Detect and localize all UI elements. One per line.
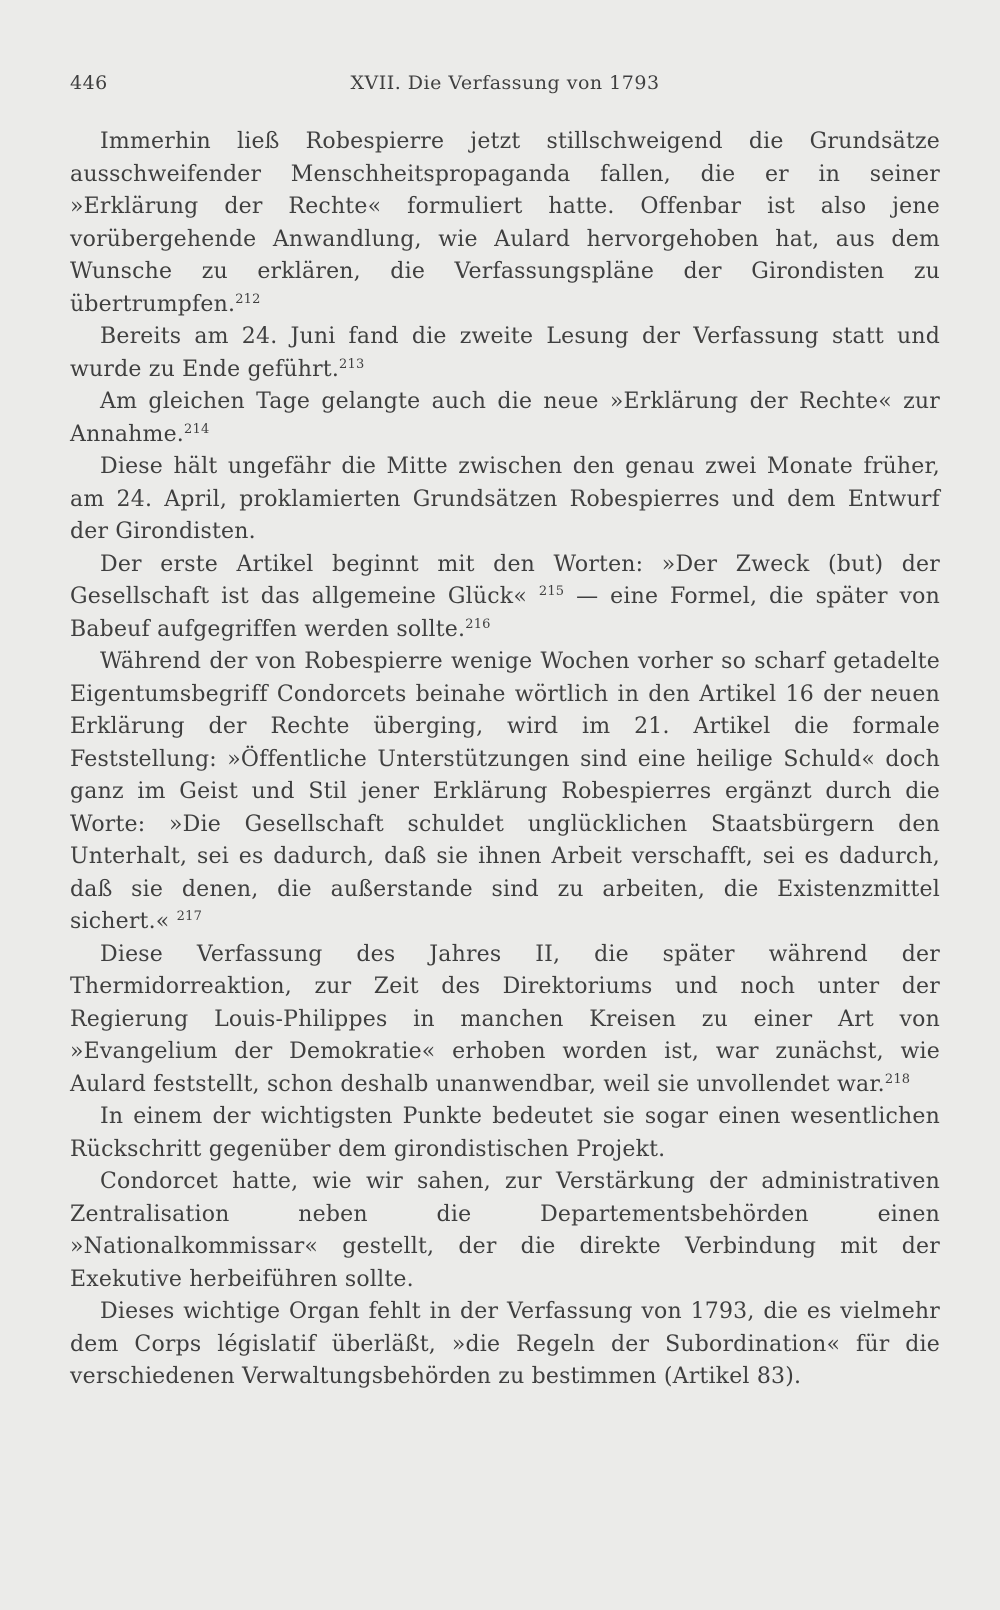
paragraph bbox=[70, 1296, 940, 1394]
paragraph-text: Der erste Artikel beginnt mit den Worten: »Der Zweck (but) der Gesellschaft ist das allgemeine Glück« bbox=[70, 551, 940, 609]
paragraph-text: Dieses wichtige Organ fehlt in der Verfassung von 1793, die es vielmehr dem Corps législatif überläßt, »die Regeln der Subordination« für die verschiedenen Verwaltungsbehörden zu bestimmen (Artikel 83). bbox=[70, 1299, 940, 1389]
paragraph bbox=[70, 321, 940, 386]
paragraph-text-continued: — eine Formel, die später von Babeuf aufgegriffen werden sollte. bbox=[70, 584, 940, 642]
paragraph bbox=[70, 1101, 940, 1166]
paragraph bbox=[70, 126, 940, 321]
paragraph-text: Condorcet hatte, wie wir sahen, zur Verstärkung der administrativen Zentralisation neben die Departementsbehörden einen »Nationalkommissar« gestellt, der die direkte Verbindung mit der Exekutive herbeiführen sollte. bbox=[70, 1169, 940, 1292]
footnote-ref[interactable]: 217 bbox=[176, 909, 203, 924]
paragraph-text: In einem der wichtigsten Punkte bedeutet sie sogar einen wesentlichen Rückschritt gegenüber dem girondistischen Projekt. bbox=[70, 1104, 940, 1162]
paragraph-text: Während der von Robespierre wenige Wochen vorher so scharf getadelte Eigentumsbegriff Condorcets beinahe wörtlich in den Artikel 16 der neuen Erklärung der Rechte überging, wird im 21. Artikel die formale Feststellung: »Öffentliche Unterstützungen sind eine heilige Schuld« doch ganz im Geist und Stil jener Erklärung Robespierres ergänzt durch die Worte: »Die Gesellschaft schuldet unglücklichen Staatsbürgern den Unterhalt, sei es dadurch, daß sie ihnen Arbeit verschafft, sei es dadurch, daß sie denen, die außerstande sind zu arbeiten, die Existenzmittel sichert.« bbox=[70, 649, 940, 934]
body-text bbox=[70, 126, 940, 1394]
paragraph-text: Diese hält ungefähr die Mitte zwischen den genau zwei Monate früher, am 24. April, proklamierten Grundsätzen Robespierres und dem Entwurf der Girondisten. bbox=[70, 454, 940, 544]
paragraph-text: Bereits am 24. Juni fand die zweite Lesung der Verfassung statt und wurde zu Ende geführt. bbox=[70, 324, 940, 382]
chapter-title: XVII. Die Verfassung von 1793 bbox=[350, 72, 660, 94]
footnote-ref[interactable]: 213 bbox=[339, 356, 365, 372]
paragraph bbox=[70, 939, 940, 1102]
page-number: 446 bbox=[70, 72, 108, 94]
paragraph bbox=[70, 1166, 940, 1296]
paragraph bbox=[70, 451, 940, 549]
footnote-ref[interactable]: 216 bbox=[465, 616, 491, 632]
paragraph bbox=[70, 646, 940, 939]
footnote-ref[interactable]: 212 bbox=[235, 291, 261, 307]
paragraph bbox=[70, 386, 940, 451]
footnote-ref[interactable]: 214 bbox=[184, 421, 210, 437]
footnote-ref[interactable]: 215 bbox=[538, 584, 565, 599]
paragraph bbox=[70, 549, 940, 647]
paragraph-text: Diese Verfassung des Jahres II, die später während der Thermidorreaktion, zur Zeit des Direktoriums und noch unter der Regierung Louis-Philippes in manchen Kreisen zu einer Art von »Evangelium der Demokratie« erhoben worden ist, war zunächst, wie Aulard feststellt, schon deshalb unanwendbar, weil sie unvollendet war. bbox=[70, 941, 940, 1097]
footnote-ref[interactable]: 218 bbox=[884, 1071, 911, 1087]
running-head bbox=[70, 68, 940, 104]
paragraph-text: Immerhin ließ Robespierre jetzt stillschweigend die Grundsätze ausschweifender Menschheitspropaganda fallen, die er in seiner »Erklärung der Rechte« formuliert hatte. Offenbar ist also jene vorübergehende Anwandlung, wie Aulard hervorgehoben hat, aus dem Wunsche zu erklären, die Verfassungspläne der Girondisten zu übertrumpfen. bbox=[70, 129, 940, 317]
paragraph-text: Am gleichen Tage gelangte auch die neue »Erklärung der Rechte« zur Annahme. bbox=[70, 389, 940, 447]
